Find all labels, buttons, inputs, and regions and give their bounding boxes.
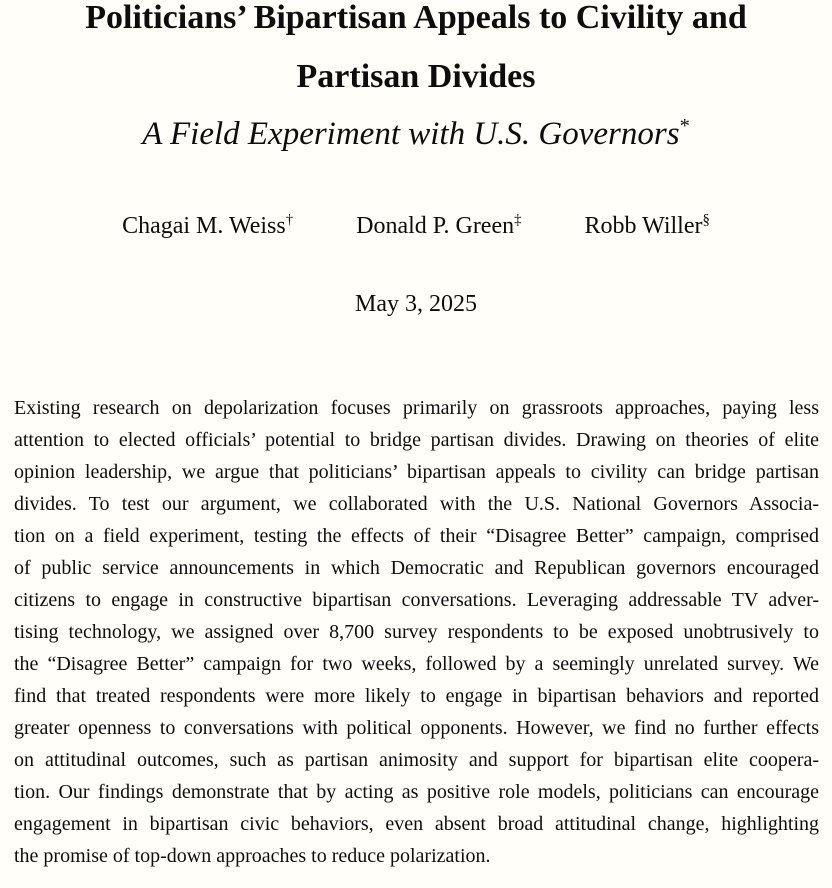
author-list bbox=[0, 211, 832, 241]
abstract-line: greater openness to conversations with political opponents. However, we find no further effects bbox=[14, 717, 819, 739]
abstract-line: divides. To test our argument, we collaborated with the U.S. National Governors Associa- bbox=[14, 493, 819, 515]
abstract-line: the “Disagree Better” campaign for two weeks, followed by a seemingly unrelated survey. We bbox=[14, 653, 819, 675]
author-2 bbox=[356, 211, 521, 241]
abstract-line: the promise of top-down approaches to reduce polarization. bbox=[14, 845, 491, 867]
subtitle-footnote-mark: * bbox=[679, 115, 690, 137]
author-2-name: Donald P. Green bbox=[356, 213, 515, 239]
abstract bbox=[14, 392, 819, 872]
title-line-2: Partisan Divides bbox=[296, 58, 536, 95]
abstract-line: attention to elected officials’ potential to bridge partisan divides. Drawing on theories of elite bbox=[14, 429, 819, 451]
author-1-footnote-mark: † bbox=[285, 212, 294, 228]
abstract-line: on attitudinal outcomes, such as partisan animosity and support for bipartisan elite coopera- bbox=[14, 749, 819, 771]
author-3-name: Robb Willer bbox=[584, 213, 703, 239]
abstract-line: Existing research on depolarization focuses primarily on grassroots approaches, paying less bbox=[14, 397, 819, 419]
paper-title bbox=[0, 0, 832, 106]
abstract-line: tion. Our findings demonstrate that by acting as positive role models, politicians can encourage bbox=[14, 781, 819, 803]
author-2-footnote-mark: ‡ bbox=[514, 212, 522, 228]
author-3 bbox=[585, 211, 710, 241]
paper-date: May 3, 2025 bbox=[355, 291, 477, 317]
abstract-line: tising technology, we assigned over 8,700 survey respondents to be exposed unobtrusively to bbox=[14, 621, 819, 643]
abstract-line: of public service announcements in which Democratic and Republican governors encouraged bbox=[14, 557, 819, 579]
paper-subtitle bbox=[0, 114, 832, 154]
abstract-line: tion on a field experiment, testing the effects of their “Disagree Better” campaign, comprised bbox=[14, 525, 819, 547]
abstract-line: citizens to engage in constructive bipartisan conversations. Leveraging addressable TV adver- bbox=[14, 589, 819, 611]
author-1-name: Chagai M. Weiss bbox=[122, 213, 286, 239]
author-1 bbox=[122, 211, 293, 241]
subtitle-text: A Field Experiment with U.S. Governors bbox=[142, 116, 680, 152]
abstract-line: find that treated respondents were more likely to engage in bipartisan behaviors and reported bbox=[14, 685, 819, 707]
author-3-footnote-mark: § bbox=[702, 212, 710, 228]
abstract-line: engagement in bipartisan civic behaviors, even absent broad attitudinal change, highlighting bbox=[14, 813, 819, 835]
title-line-1: Politicians’ Bipartisan Appeals to Civility and bbox=[85, 0, 747, 36]
abstract-line: opinion leadership, we argue that politicians’ bipartisan appeals to civility can bridge partisan bbox=[14, 461, 819, 483]
